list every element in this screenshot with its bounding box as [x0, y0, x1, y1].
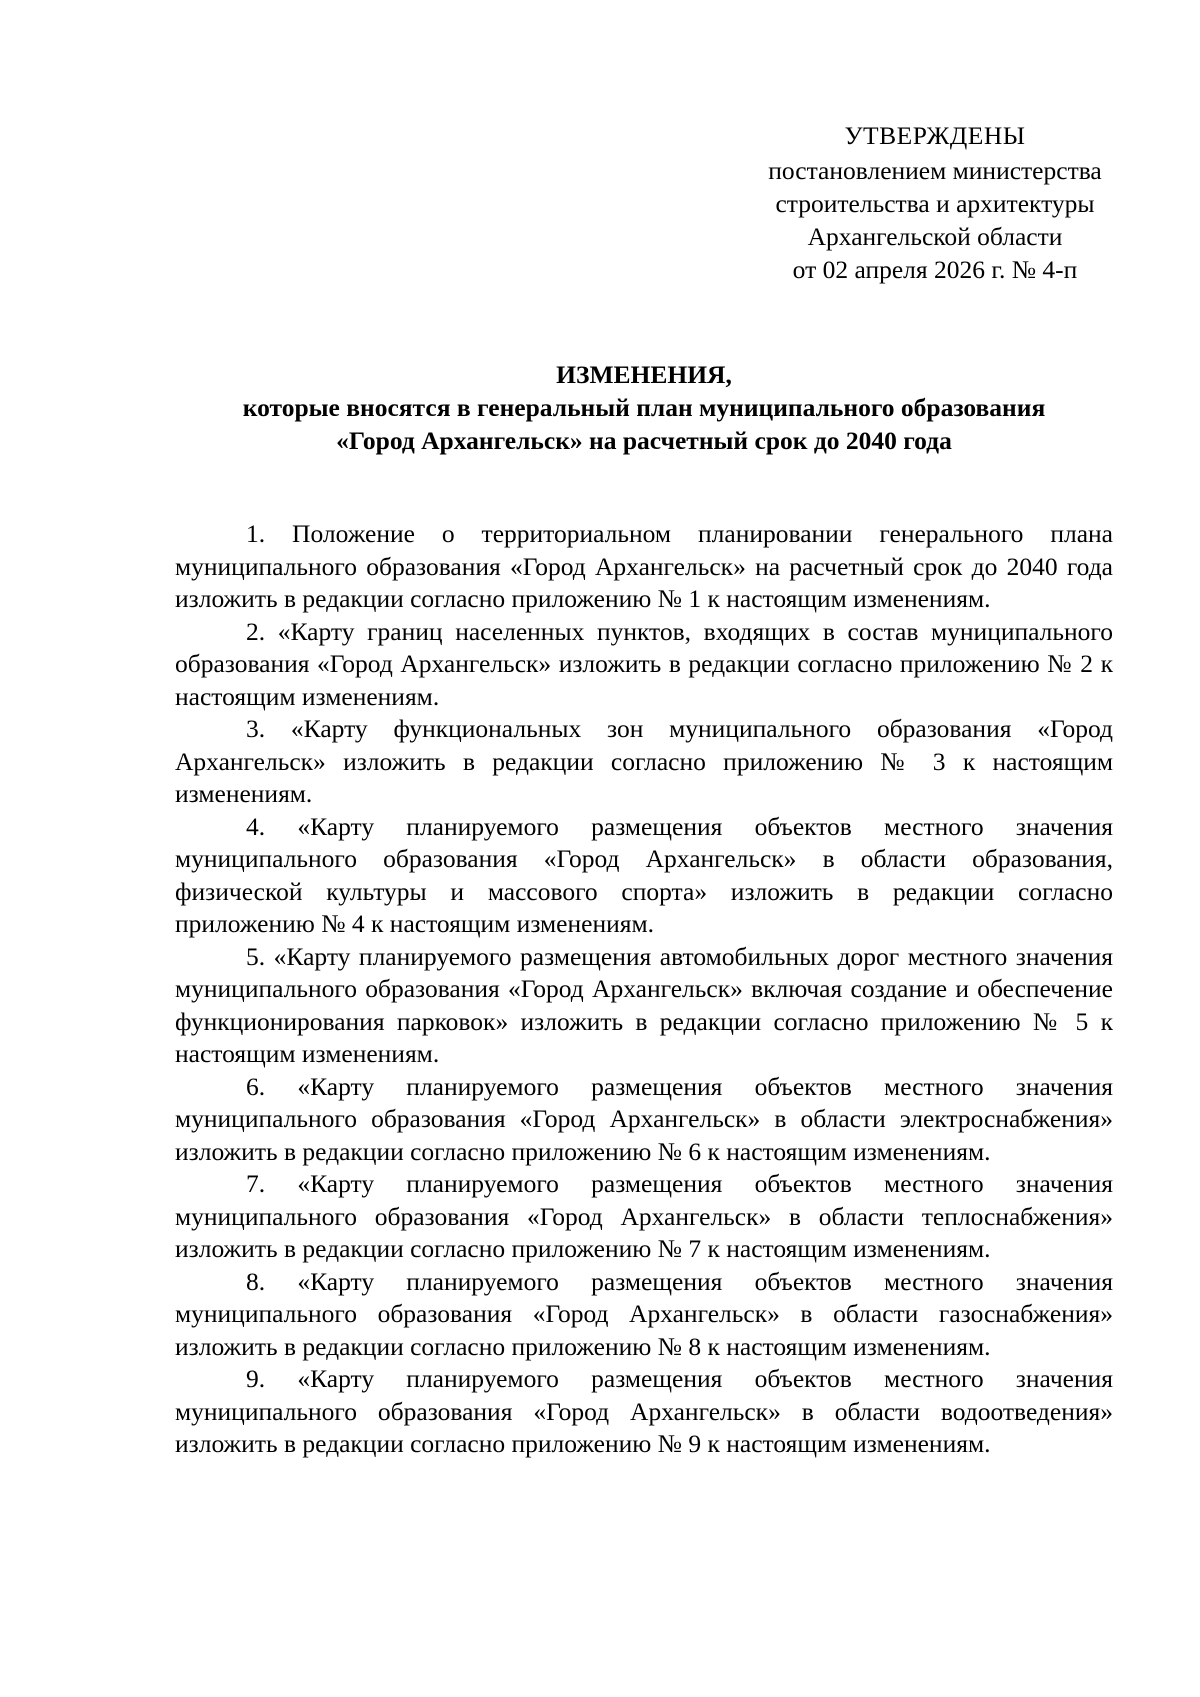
list-item: 7. «Карту планируемого размещения объектов местного значения муниципального образования «Город Архангельск» в области теплоснабжения» изложить в редакции согласно приложению № 7 к настоящим изменениям.: [175, 1169, 1113, 1263]
list-item: 5. «Карту планируемого размещения автомобильных дорог местного значения муниципального образования «Город Архангельск» включая создание и обеспечение функционирования парковок» изложить в редакции согласно приложению № 5 к настоящим изменениям.: [175, 941, 1113, 1068]
approval-line: постановлением министерства: [768, 156, 1102, 185]
approval-line: Архангельской области: [807, 222, 1063, 251]
approval-line: строительства и архитектуры: [775, 189, 1095, 218]
title-line: «Город Архангельск» на расчетный срок до 2040 года: [336, 426, 952, 455]
list-item: 8. «Карту планируемого размещения объектов местного значения муниципального образования «Город Архангельск» в области газоснабжения» изложить в редакции согласно приложению № 8 к настоящим изменениям.: [175, 1266, 1113, 1361]
list-item: 2. «Карту границ населенных пунктов, входящих в состав муниципального образования «Город Архангельск» изложить в редакции согласно приложению № 2 к настоящим изменениям.: [175, 616, 1113, 711]
list-item: 6. «Карту планируемого размещения объектов местного значения муниципального образования «Город Архангельск» в области электроснабжения» изложить в редакции согласно приложению № 6 к настоящим изменениям.: [175, 1071, 1113, 1166]
document-body: [175, 518, 1113, 1461]
list-item: 1. Положение о территориальном планировании генерального плана муниципального образования «Город Архангельск» на расчетный срок до 2040 года изложить в редакции согласно приложению № 1 к настоящим изменениям.: [175, 519, 1113, 613]
approval-heading: УТВЕРЖДЕНЫ: [844, 121, 1026, 150]
approval-stamp: [725, 119, 1145, 286]
document-title: [175, 358, 1113, 457]
list-item: 3. «Карту функциональных зон муниципального образования «Город Архангельск» изложить в редакции согласно приложению № 3 к настоящим изменениям.: [175, 714, 1113, 808]
list-item: 4. «Карту планируемого размещения объектов местного значения муниципального образования «Город Архангельск» в области образования, физической культуры и массового спорта» изложить в редакции согласно приложению № 4 к настоящим изменениям.: [175, 811, 1113, 938]
list-item: 9. «Карту планируемого размещения объектов местного значения муниципального образования «Город Архангельск» в области водоотведения» изложить в редакции согласно приложению № 9 к настоящим изменениям.: [175, 1364, 1113, 1458]
approval-date-line: от 02 апреля 2026 г. № 4-п: [792, 255, 1078, 284]
title-line: ИЗМЕНЕНИЯ,: [556, 360, 732, 389]
title-line: которые вносятся в генеральный план муниципального образования: [242, 393, 1046, 422]
